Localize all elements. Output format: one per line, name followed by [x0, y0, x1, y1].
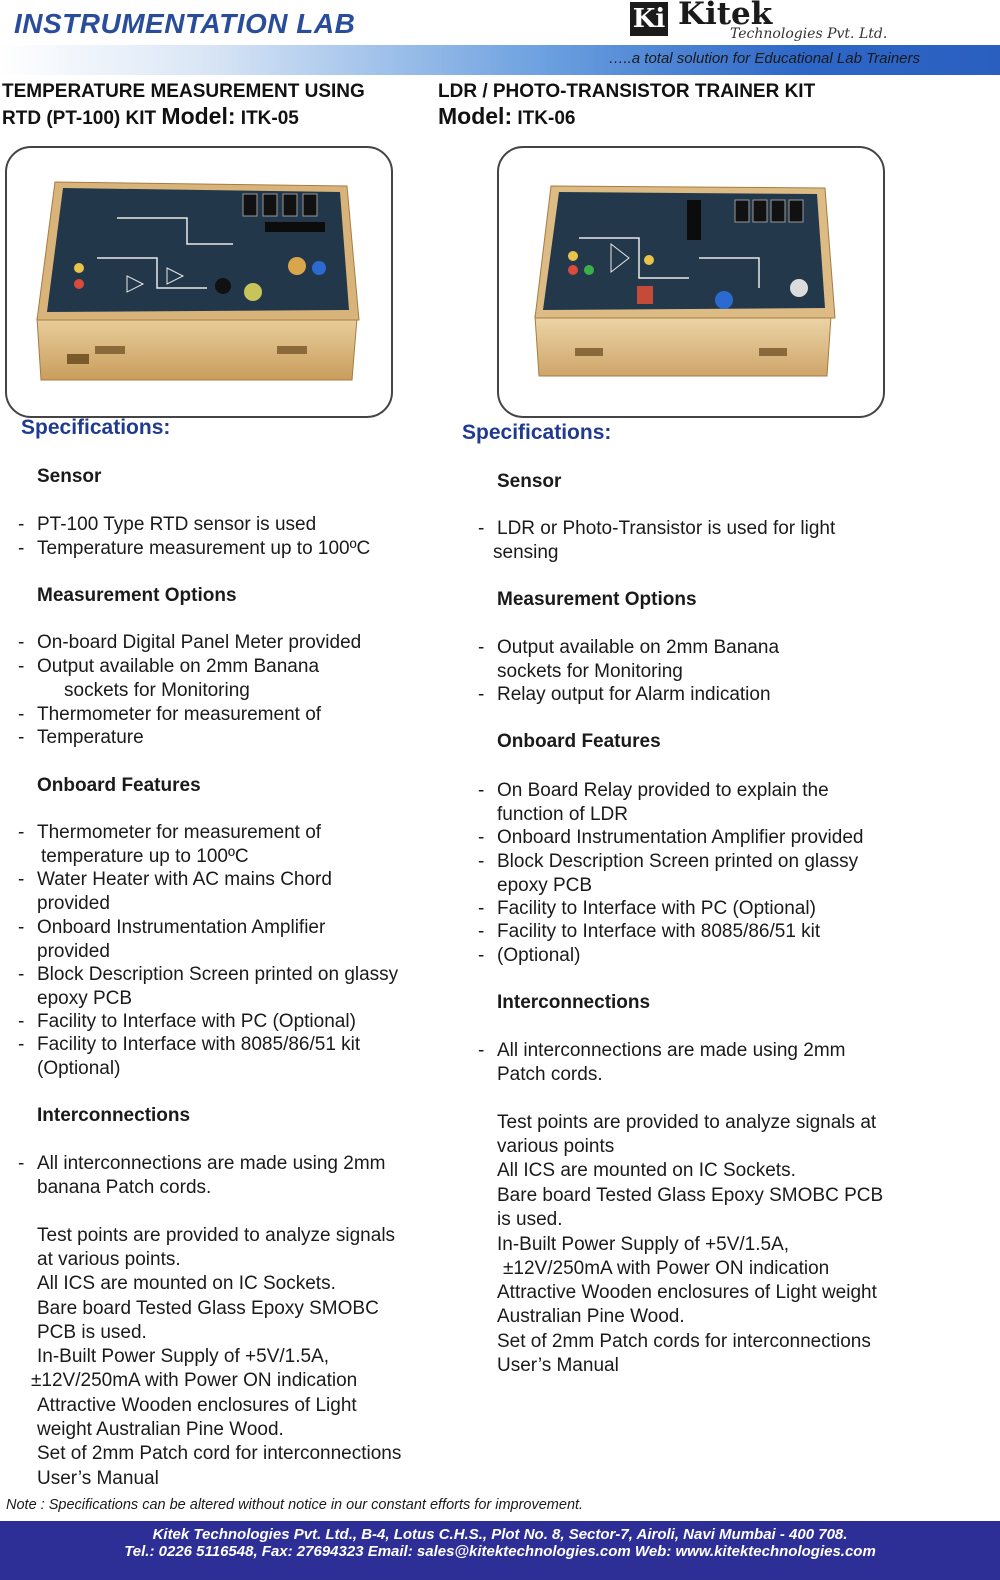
onboard-heading-itk06: Onboard Features [497, 731, 661, 752]
model-label: Model: [161, 103, 236, 129]
spec-line: sockets for Monitoring [64, 680, 250, 701]
spec-line: weight Australian Pine Wood. [37, 1419, 284, 1440]
spec-line: All ICS are mounted on IC Sockets. [497, 1160, 796, 1181]
spec-line: epoxy PCB [37, 988, 133, 1009]
spec-line: (Optional) [497, 945, 581, 966]
product-model-itk05 [2, 102, 299, 133]
spec-line: (Optional) [37, 1058, 121, 1079]
spec-line: Bare board Tested Glass Epoxy SMOBC [37, 1298, 379, 1319]
spec-line: is used. [497, 1209, 563, 1230]
spec-line: ±12V/250mA with Power ON indication [503, 1258, 830, 1279]
spec-line: Attractive Wooden enclosures of Light [37, 1395, 357, 1416]
spec-line: User’s Manual [37, 1468, 159, 1489]
spec-line: PCB is used. [37, 1322, 147, 1343]
spec-line: Set of 2mm Patch cords for interconnections [497, 1331, 871, 1352]
spec-line: provided [37, 941, 110, 962]
spec-line: Temperature [37, 727, 144, 748]
sensor-heading-itk06: Sensor [497, 471, 562, 492]
spec-line: function of LDR [497, 804, 628, 825]
interconnections-heading-itk06: Interconnections [497, 992, 651, 1013]
spec-line: Block Description Screen printed on glassy [497, 851, 859, 872]
logo-subtitle: Technologies Pvt. Ltd. [730, 26, 888, 42]
lab-title: INSTRUMENTATION LAB [14, 8, 356, 39]
spec-line: On-board Digital Panel Meter provided [37, 632, 362, 653]
spec-line: Thermometer for measurement of [37, 822, 322, 843]
spec-line: Test points are provided to analyze signals [37, 1225, 396, 1246]
footer-address: Kitek Technologies Pvt. Ltd., B-4, Lotus C.H.S., Plot No. 8, Sector-7, Airoli, Navi Mumbai - 400 708. [152, 1526, 848, 1543]
spec-line: On Board Relay provided to explain the [497, 780, 829, 801]
spec-line: Facility to Interface with 8085/86/51 kit [497, 921, 821, 942]
product-title-line1-itk05: TEMPERATURE MEASUREMENT USING [2, 81, 365, 102]
spec-line: In-Built Power Supply of +5V/1.5A, [497, 1234, 790, 1255]
spec-line: banana Patch cords. [37, 1177, 212, 1198]
sensor-heading-itk05: Sensor [37, 466, 102, 487]
specifications-heading-itk06: Specifications: [462, 421, 612, 444]
product-title-line1-itk06: LDR / PHOTO-TRANSISTOR TRAINER KIT [438, 81, 816, 102]
spec-line: Test points are provided to analyze signals at [497, 1112, 877, 1133]
spec-line: Bare board Tested Glass Epoxy SMOBC PCB [497, 1185, 884, 1206]
spec-line: sockets for Monitoring [497, 661, 683, 682]
ldr-trainer-kit-photo-icon [497, 146, 885, 418]
spec-line: provided [37, 893, 110, 914]
tagline: …..a total solution for Educational Lab Trainers [608, 50, 920, 67]
footer-contact: Tel.: 0226 5116548, Fax: 27694323 Email: sales@kitektechnologies.com Web: www.kitektechnologies.com [124, 1543, 876, 1560]
spec-line: Set of 2mm Patch cord for interconnections [37, 1443, 402, 1464]
product-model-itk06 [438, 102, 575, 133]
spec-line: All interconnections are made using 2mm [497, 1040, 846, 1061]
spec-line: User’s Manual [497, 1355, 619, 1376]
spec-line: Relay output for Alarm indication [497, 684, 771, 705]
spec-line: Facility to Interface with PC (Optional) [497, 898, 816, 919]
spec-line: Temperature measurement up to 100ºC [37, 538, 371, 559]
spec-line: temperature up to 100ºC [41, 846, 249, 867]
measurement-heading-itk05: Measurement Options [37, 585, 237, 606]
product-title-line2-itk05: RTD (PT-100) KIT [2, 108, 157, 129]
spec-line: Facility to Interface with 8085/86/51 kit [37, 1034, 361, 1055]
model-code: ITK-06 [517, 108, 576, 129]
spec-line: Facility to Interface with PC (Optional) [37, 1011, 356, 1032]
rtd-trainer-kit-photo-icon [5, 146, 393, 418]
footer-band [0, 1521, 1000, 1580]
spec-line: Thermometer for measurement of [37, 704, 322, 725]
measurement-heading-itk06: Measurement Options [497, 589, 697, 610]
spec-line: PT-100 Type RTD sensor is used [37, 514, 317, 535]
specifications-heading-itk05: Specifications: [21, 416, 171, 439]
spec-line: Attractive Wooden enclosures of Light weight [497, 1282, 877, 1303]
company-logo [630, 0, 930, 44]
spec-line: epoxy PCB [497, 875, 593, 896]
spec-line: sensing [493, 542, 559, 563]
spec-line: All ICS are mounted on IC Sockets. [37, 1273, 336, 1294]
spec-line: Block Description Screen printed on glassy [37, 964, 399, 985]
footer-note: Note : Specifications can be altered without notice in our constant efforts for improvement. [6, 1497, 584, 1513]
spec-line: ±12V/250mA with Power ON indication [31, 1370, 358, 1391]
spec-line: LDR or Photo-Transistor is used for light [497, 518, 836, 539]
spec-line: Patch cords. [497, 1064, 603, 1085]
spec-line: Onboard Instrumentation Amplifier provided [497, 827, 864, 848]
spec-line: various points [497, 1136, 615, 1157]
logo-mark-icon: Ki [630, 2, 668, 36]
spec-line: at various points. [37, 1249, 181, 1270]
spec-line: Onboard Instrumentation Amplifier [37, 917, 326, 938]
model-code: ITK-05 [240, 108, 299, 129]
spec-line: Australian Pine Wood. [497, 1306, 685, 1327]
spec-line: All interconnections are made using 2mm [37, 1153, 386, 1174]
spec-line: Output available on 2mm Banana [497, 637, 780, 658]
spec-line: Water Heater with AC mains Chord [37, 869, 332, 890]
spec-line: Output available on 2mm Banana [37, 656, 320, 677]
model-label: Model: [438, 103, 513, 129]
logo-wordmark: Kitek [678, 0, 773, 32]
interconnections-heading-itk05: Interconnections [37, 1105, 191, 1126]
spec-line: In-Built Power Supply of +5V/1.5A, [37, 1346, 330, 1367]
onboard-heading-itk05: Onboard Features [37, 775, 201, 796]
